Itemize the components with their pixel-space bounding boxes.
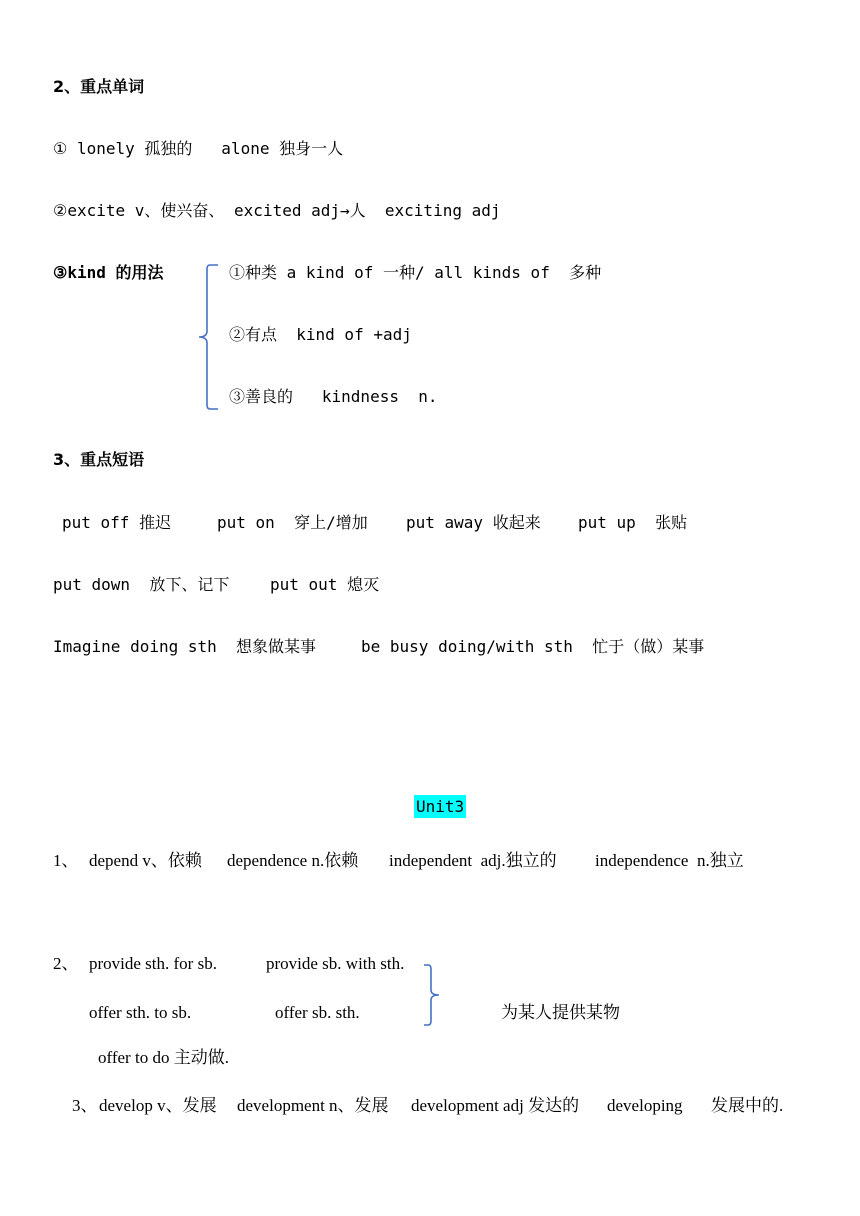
item-2-number: 2、 bbox=[53, 954, 79, 973]
kind-usage-label: ③kind 的用法 bbox=[53, 263, 164, 282]
phrase-put-up: put up 张贴 bbox=[578, 513, 688, 532]
phrase-put-down: put down 放下、记下 bbox=[53, 575, 230, 594]
item-2-provide-for: provide sth. for sb. bbox=[89, 954, 217, 973]
item-1-dependence: dependence n.依赖 bbox=[227, 851, 359, 870]
item-1-independence: independence n.独立 bbox=[595, 851, 744, 870]
phrase-be-busy: be busy doing/with sth 忙于（做）某事 bbox=[361, 637, 705, 656]
item-1-independent: independent adj.独立的 bbox=[389, 851, 557, 870]
item-2-meaning: 为某人提供某物 bbox=[501, 1003, 620, 1022]
right-brace-icon bbox=[420, 963, 450, 1029]
section-2-heading: 2、重点单词 bbox=[53, 77, 145, 96]
item-2-offer-to: offer sth. to sb. bbox=[89, 1003, 192, 1022]
phrase-put-on: put on 穿上/增加 bbox=[217, 513, 368, 532]
item-2-offer-sb: offer sb. sth. bbox=[275, 1003, 360, 1022]
item-3-number: 3、 bbox=[72, 1096, 98, 1115]
phrase-put-off: put off 推迟 bbox=[62, 513, 172, 532]
phrase-imagine: Imagine doing sth 想象做某事 bbox=[53, 637, 317, 656]
phrase-put-out: put out 熄灭 bbox=[270, 575, 380, 594]
kind-item-1: ①种类 a kind of 一种/ all kinds of 多种 bbox=[229, 263, 602, 282]
item-2-offer-to-do: offer to do 主动做. bbox=[98, 1048, 229, 1067]
unit-title: Unit3 bbox=[416, 797, 465, 816]
item-3-developing: developing bbox=[607, 1096, 683, 1115]
section-3-heading: 3、重点短语 bbox=[53, 450, 145, 469]
item-1-depend: depend v、依赖 bbox=[89, 851, 202, 870]
kind-item-3: ③善良的 kindness n. bbox=[229, 387, 438, 406]
left-brace-icon bbox=[194, 263, 224, 413]
item-3-develop: develop v、发展 bbox=[99, 1096, 217, 1115]
item-3-development-adj: development adj 发达的 bbox=[411, 1096, 580, 1115]
phrase-put-away: put away 收起来 bbox=[406, 513, 541, 532]
item-1-number: 1、 bbox=[53, 851, 79, 870]
vocab-line-lonely: ① lonely 孤独的 alone 独身一人 bbox=[53, 139, 344, 158]
kind-item-2: ②有点 kind of +adj bbox=[229, 325, 412, 344]
vocab-line-excite: ②excite v、使兴奋、 excited adj→人 exciting adj bbox=[53, 201, 501, 220]
item-2-provide-with: provide sb. with sth. bbox=[266, 954, 405, 973]
item-3-development-n: development n、发展 bbox=[237, 1096, 389, 1115]
item-3-developing-meaning: 发展中的. bbox=[711, 1096, 784, 1115]
